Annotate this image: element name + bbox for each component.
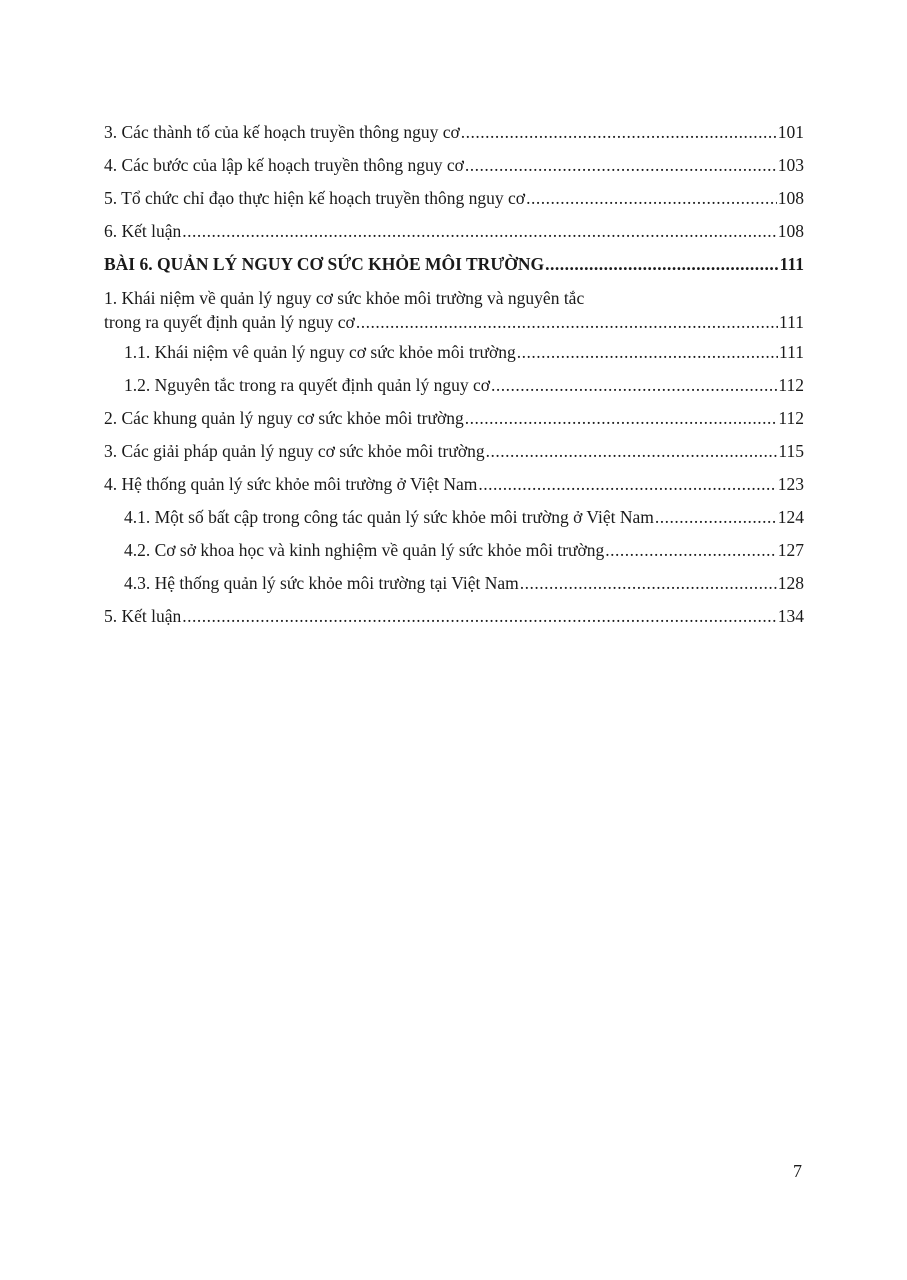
toc-entry-page: 134	[777, 606, 804, 626]
page-number: 7	[793, 1161, 802, 1181]
toc-entry-page: 128	[777, 573, 804, 593]
toc-entry-title: 2. Các khung quản lý nguy cơ sức khỏe môi trường	[104, 408, 464, 428]
toc-entry	[104, 534, 804, 567]
toc-entry	[104, 336, 804, 369]
toc-entry-page: 124	[777, 507, 804, 527]
toc-entry-page: 108	[777, 188, 804, 208]
toc-entry	[104, 287, 804, 336]
toc-entry-title: 3. Các giải pháp quản lý nguy cơ sức khỏe môi trường	[104, 441, 485, 461]
toc-entry	[104, 501, 804, 534]
dot-leader	[486, 435, 778, 468]
toc-entry	[104, 215, 804, 248]
toc-entry	[104, 116, 804, 149]
dot-leader	[461, 116, 777, 149]
toc-entry-title: 4. Các bước của lập kế hoạch truyền thông nguy cơ	[104, 155, 464, 175]
toc-entry-page: 111	[779, 312, 804, 332]
toc-entry	[104, 182, 804, 215]
toc-entry	[104, 402, 804, 435]
toc-entry-page: 123	[777, 474, 804, 494]
dot-leader	[182, 600, 776, 633]
toc-entry-title: BÀI 6. QUẢN LÝ NGUY CƠ SỨC KHỎE MÔI TRƯỜNG	[104, 254, 545, 274]
toc-entry-title: 5. Tổ chức chỉ đạo thực hiện kế hoạch truyền thông nguy cơ	[104, 188, 526, 208]
toc-entry-title: trong ra quyết định quản lý nguy cơ	[104, 312, 355, 332]
dot-leader	[465, 149, 777, 182]
dot-leader	[520, 567, 777, 600]
dot-leader	[655, 501, 777, 534]
dot-leader	[605, 534, 776, 567]
toc-chapter-heading	[104, 248, 804, 281]
toc-entry-page: 115	[778, 441, 804, 461]
dot-leader	[517, 336, 778, 369]
toc-entry-title-line1: 1. Khái niệm về quản lý nguy cơ sức khỏe môi trường và nguyên tắc	[104, 288, 585, 308]
toc-entry-title: 3. Các thành tố của kế hoạch truyền thông nguy cơ	[104, 122, 460, 142]
dot-leader	[491, 369, 777, 402]
toc-entry-title: 1.1. Khái niệm vê quản lý nguy cơ sức khỏe môi trường	[124, 342, 516, 362]
toc-entry-title: 6. Kết luận	[104, 221, 182, 241]
toc-entry-page: 111	[779, 342, 804, 362]
toc-entry-page: 101	[777, 122, 804, 142]
toc-entry	[104, 468, 804, 501]
toc-entry	[104, 435, 804, 468]
toc-entry-page: 103	[777, 155, 804, 175]
dot-leader	[356, 309, 778, 335]
toc-entry-page: 111	[779, 254, 804, 274]
toc-entry-page: 112	[778, 408, 804, 428]
toc-entry-page: 108	[777, 221, 804, 241]
toc-entry-title: 4.2. Cơ sở khoa học và kinh nghiệm về quản lý sức khỏe môi trường	[124, 540, 605, 560]
toc-entry-title: 4.3. Hệ thống quản lý sức khỏe môi trường tại Việt Nam	[124, 573, 519, 593]
dot-leader	[465, 402, 778, 435]
dot-leader	[478, 468, 776, 501]
toc-entry-title: 5. Kết luận	[104, 606, 182, 626]
dot-leader	[545, 248, 779, 281]
toc-entry-title: 4.1. Một số bất cập trong công tác quản lý sức khỏe môi trường ở Việt Nam	[124, 507, 654, 527]
toc-entry	[104, 600, 804, 633]
table-of-contents	[104, 116, 804, 633]
toc-entry	[104, 369, 804, 402]
toc-entry-title: 4. Hệ thống quản lý sức khỏe môi trường ở Việt Nam	[104, 474, 478, 494]
toc-entry-page: 127	[777, 540, 804, 560]
dot-leader	[526, 182, 777, 215]
dot-leader	[182, 215, 776, 248]
toc-entry	[104, 567, 804, 600]
toc-entry-page: 112	[778, 375, 804, 395]
toc-entry-title: 1.2. Nguyên tắc trong ra quyết định quản lý nguy cơ	[124, 375, 490, 395]
toc-entry	[104, 149, 804, 182]
